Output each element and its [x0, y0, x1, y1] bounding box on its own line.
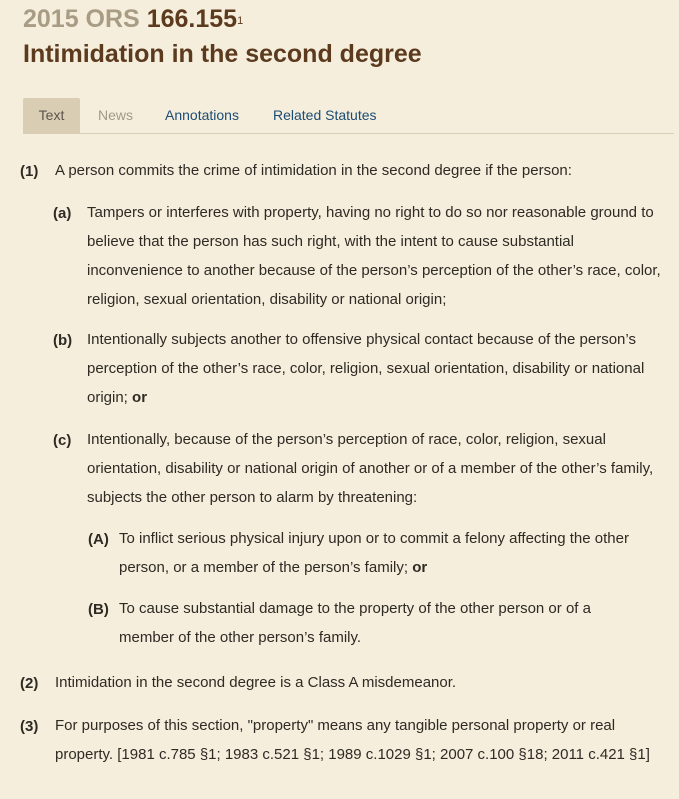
section-superscript[interactable]: 1	[237, 15, 244, 27]
subparagraph-label: (A)	[88, 531, 109, 548]
paragraph-text: Intentionally, because of the person’s perception of race, color, religion, sexual orientation, disability or national origin of another or of a member of the other’s family, subjects the other person to alarm by threatening:	[87, 431, 654, 506]
subsection-text: Intimidation in the second degree is a Class A misdemeanor.	[55, 674, 457, 691]
page-title: Intimidation in the second degree	[23, 40, 422, 68]
subsection-label: (3)	[20, 718, 39, 735]
statute-citation	[23, 4, 422, 34]
subsection-text: A person commits the crime of intimidation in the second degree if the person:	[55, 162, 572, 179]
subsection-text: For purposes of this section, "property" means any tangible personal property or real property. [1981 c.785 §1; 1983 c.521 §1; 1989 c.1029 §1; 2007 c.100 §18; 2011 c.421 §1]	[55, 717, 650, 763]
statute-heading	[23, 4, 422, 70]
paragraph-label: (a)	[53, 205, 72, 222]
ors-year: 2015 ORS	[23, 5, 140, 33]
tab-related-statutes[interactable]: Related Statutes	[273, 107, 377, 123]
paragraph-body: Intentionally subjects another to offensive physical contact because of the person’s perception of the other’s race, color, religion, sexual orientation, disability or national origin;	[87, 331, 645, 406]
tab-bar	[23, 98, 674, 134]
paragraph-text: Tampers or interferes with property, having no right to do so nor reasonable ground to believe that the person has such right, with the intent to cause substantial inconvenience to another because of the person’s perception of the other’s race, color, religion, sexual orientation, disability or national origin;	[87, 204, 661, 308]
paragraph-label: (c)	[53, 432, 72, 449]
subsection-label: (1)	[20, 163, 39, 180]
conjunction-or: or	[412, 559, 428, 576]
subsection-label: (2)	[20, 675, 39, 692]
subparagraph-body: To inflict serious physical injury upon or to commit a felony affecting the other person, or a member of the person’s family;	[119, 530, 629, 576]
subparagraph-text: To cause substantial damage to the property of the other person or of a member of the other person’s family.	[119, 600, 591, 646]
paragraph-text	[87, 325, 677, 412]
tab-annotations[interactable]: Annotations	[165, 107, 239, 123]
subparagraph-label: (B)	[88, 601, 109, 618]
tab-text[interactable]: Text	[23, 98, 80, 133]
subparagraph-text	[119, 524, 671, 582]
conjunction-or: or	[132, 389, 148, 406]
section-number: 166.155	[146, 5, 238, 33]
paragraph-label: (b)	[53, 332, 73, 349]
tab-news: News	[98, 107, 134, 123]
